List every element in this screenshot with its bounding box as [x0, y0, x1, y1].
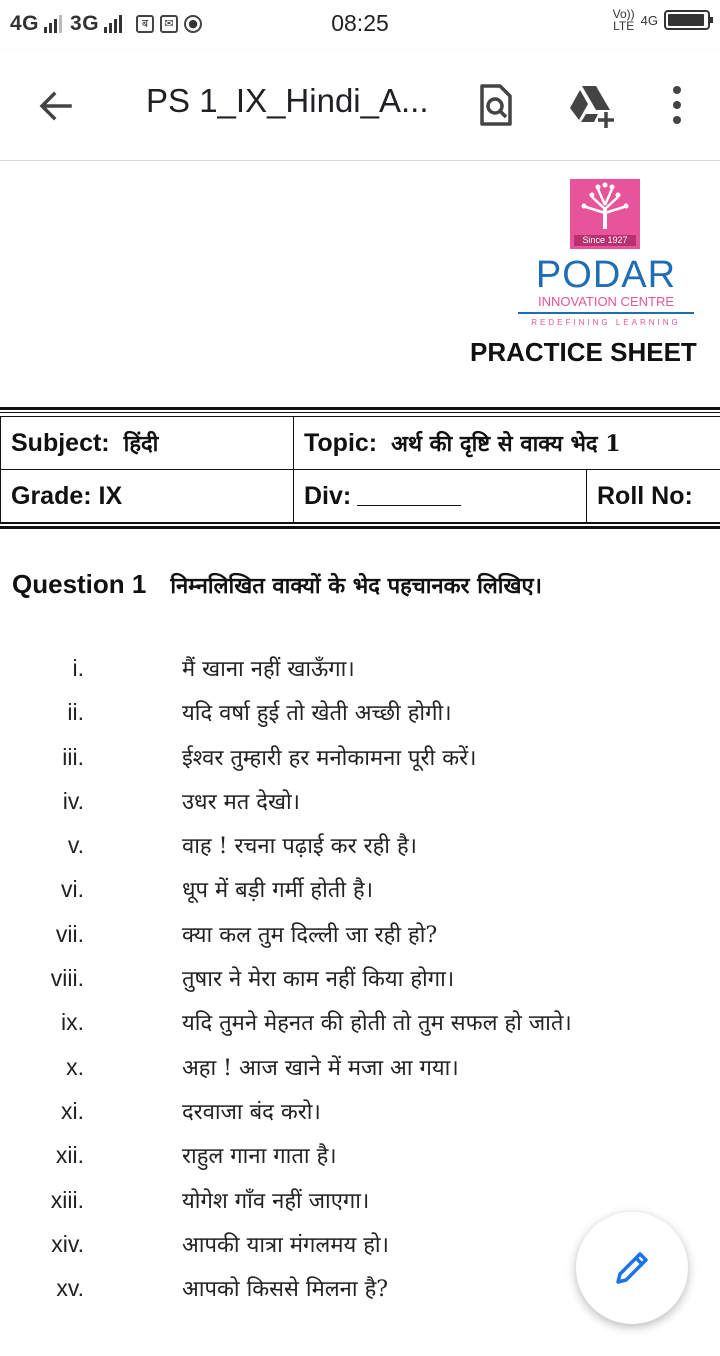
- list-item: [0, 961, 720, 1005]
- list-item: [0, 1094, 720, 1138]
- subject-value: हिंदी: [123, 431, 159, 457]
- topic-value: अर्थ की दृष्टि से वाक्य भेद 1: [391, 431, 621, 457]
- item-text: यदि वर्षा हुई तो खेती अच्छी होगी।: [182, 701, 452, 727]
- grade-cell: [1, 470, 294, 523]
- roll-label: Roll No:: [597, 481, 693, 510]
- item-text: मैं खाना नहीं खाऊँगा।: [182, 657, 355, 682]
- divider-thin: [0, 412, 720, 413]
- network-type-3: 4G: [640, 12, 658, 28]
- list-item: [0, 651, 720, 695]
- topic-cell: [294, 417, 720, 470]
- list-item: [0, 740, 720, 784]
- list-item: [0, 784, 720, 828]
- item-number: iii.: [62, 743, 84, 770]
- item-number: ix.: [61, 1009, 84, 1036]
- notification-icon: ब: [136, 15, 154, 33]
- div-label: Div:: [304, 481, 352, 510]
- list-item: [0, 1138, 720, 1182]
- more-vert-icon[interactable]: [652, 80, 702, 130]
- item-number: ii.: [67, 699, 84, 726]
- arrow-left-icon[interactable]: [36, 86, 76, 126]
- status-right: [613, 8, 710, 32]
- divider: [0, 407, 720, 410]
- item-number: xiv.: [51, 1230, 84, 1257]
- question-number: Question 1: [12, 569, 147, 599]
- meta-table: [0, 416, 720, 523]
- item-text: आपकी यात्रा मंगलमय हो।: [182, 1232, 389, 1258]
- list-item: [0, 828, 720, 872]
- item-number: vi.: [61, 876, 84, 903]
- list-item: [0, 1050, 720, 1094]
- item-number: i.: [72, 655, 84, 681]
- volte-indicator: [613, 8, 635, 32]
- logo-tree-icon: [570, 179, 640, 249]
- grade-label: Grade: IX: [11, 481, 123, 510]
- subject-cell: [1, 417, 294, 470]
- question-text: निम्नलिखित वाक्यों के भेद पहचानकर लिखिए।: [170, 573, 543, 599]
- item-number: xiii.: [50, 1186, 84, 1213]
- item-text: आपको किससे मिलना है?: [182, 1277, 389, 1303]
- network-type-1: 4G: [10, 12, 40, 35]
- item-text: दरवाजा बंद करो।: [182, 1099, 321, 1125]
- sheet-title: PRACTICE SHEET: [470, 337, 697, 367]
- item-text: तुषार ने मेरा काम नहीं किया होगा।: [182, 967, 455, 993]
- logo-since: Since 1927: [574, 235, 636, 246]
- item-number: x.: [66, 1053, 84, 1080]
- list-item: [0, 695, 720, 739]
- list-item: [0, 872, 720, 916]
- item-text: राहुल गाना गाता है।: [182, 1144, 337, 1170]
- clock: 08:25: [331, 10, 389, 36]
- logo-tagline: REDEFINING LEARNING: [531, 318, 681, 327]
- subject-label: Subject:: [11, 429, 110, 457]
- div-blank: [357, 487, 461, 506]
- item-text: योगेश गाँव नहीं जाएगा।: [182, 1188, 370, 1214]
- question-heading: [12, 569, 542, 600]
- divider-bottom-thin: [0, 523, 720, 524]
- list-item: [0, 917, 720, 961]
- item-text: धूप में बड़ी गर्मी होती है।: [182, 878, 374, 904]
- network-type-2: 3G: [70, 12, 100, 35]
- chrome-icon: ●: [184, 15, 202, 33]
- item-text: ईश्वर तुम्हारी हर मनोकामना पूरी करें।: [182, 745, 477, 771]
- battery-fill: [668, 14, 704, 26]
- item-number: viii.: [50, 965, 84, 992]
- podar-logo: [518, 179, 694, 327]
- item-text: अहा ! आज खाने में मजा आ गया।: [182, 1055, 459, 1081]
- logo-subtitle: INNOVATION CENTRE: [518, 295, 694, 314]
- document-title: PS 1_IX_Hindi_A...: [146, 82, 429, 119]
- item-number: iv.: [62, 787, 84, 814]
- lte-label: LTE: [613, 19, 635, 33]
- item-text: क्या कल तुम दिल्ली जा रही हो?: [182, 922, 438, 948]
- divider-bottom: [0, 526, 720, 529]
- list-item: [0, 1005, 720, 1049]
- item-text: यदि तुमने मेहनत की होती तो तुम सफल हो जाते।: [182, 1011, 572, 1037]
- edit-button[interactable]: [576, 1212, 688, 1324]
- roll-cell: [587, 470, 720, 523]
- status-bar: [0, 0, 720, 50]
- item-number: xi.: [61, 1097, 84, 1124]
- item-number: xv.: [56, 1275, 84, 1302]
- document-page[interactable]: [0, 161, 720, 1356]
- edit-pencil-icon: [610, 1246, 654, 1290]
- battery-icon: [664, 10, 710, 30]
- app-bar: [0, 50, 720, 161]
- volte-label: Vo)): [612, 7, 635, 21]
- message-icon: ✉: [160, 15, 178, 33]
- topic-label: Topic:: [304, 429, 378, 457]
- find-in-page-icon[interactable]: [470, 80, 520, 130]
- item-text: वाह ! रचना पढ़ाई कर रही है।: [182, 834, 417, 860]
- item-number: xii.: [55, 1142, 84, 1169]
- logo-brand: PODAR: [535, 254, 677, 296]
- div-cell: [294, 470, 587, 523]
- item-number: vii.: [55, 920, 84, 947]
- item-number: v.: [67, 832, 84, 859]
- item-text: उधर मत देखो।: [182, 789, 300, 815]
- add-to-drive-icon[interactable]: [566, 80, 616, 130]
